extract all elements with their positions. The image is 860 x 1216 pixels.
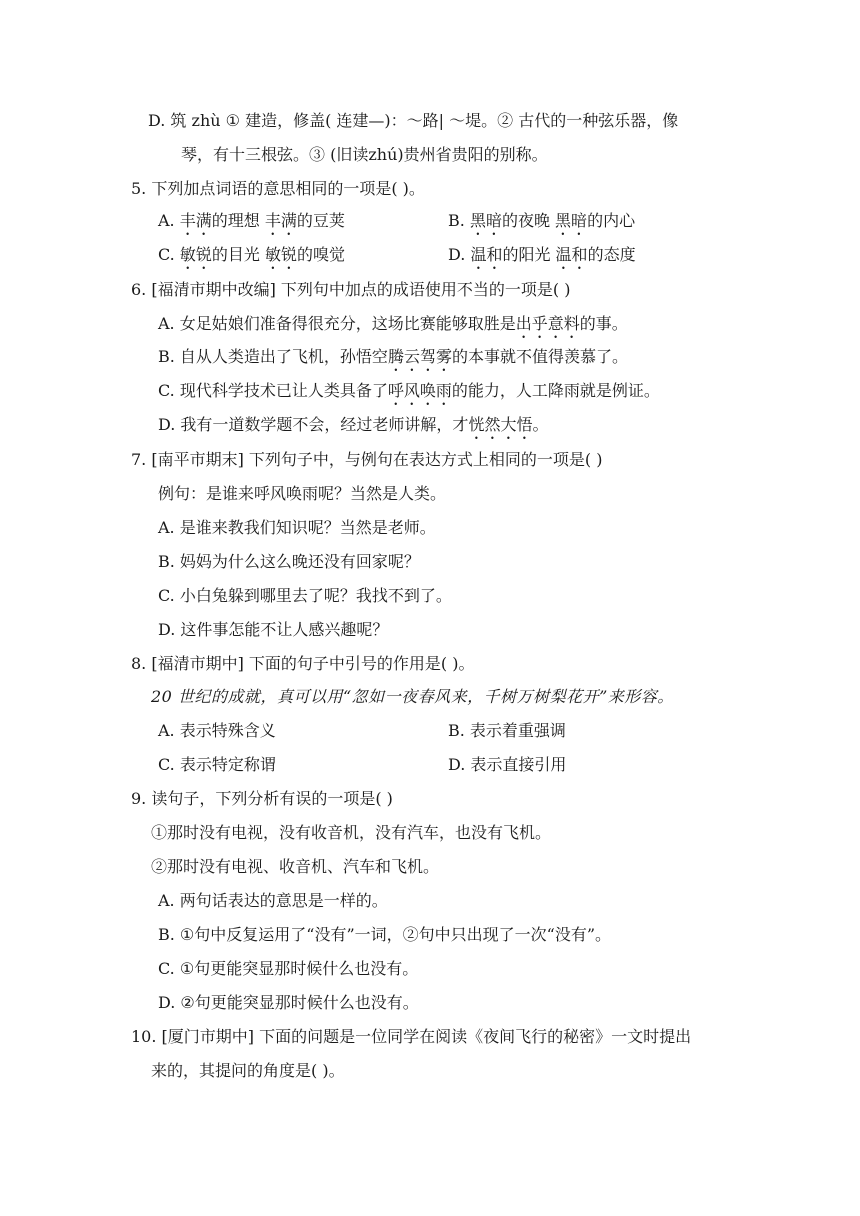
question-7-example: 例句：是谁来呼风唤雨呢？当然是人类。 [158, 484, 447, 503]
option-label: B. [448, 211, 470, 230]
question-8-option-b: B. 表示着重强调 [448, 721, 566, 740]
question-10-stem-line2: 来的，其提问的角度是( )。 [151, 1061, 345, 1080]
question-8-option-a: A. 表示特殊含义 [158, 721, 276, 740]
question-9-option-b: B. ①句中反复运用了“没有”一词，②句中只出现了一次“没有”。 [158, 925, 611, 944]
option-text: 的阳光 [502, 245, 556, 264]
dotted-word: 敏锐 [179, 245, 212, 264]
question-9-sentence-1: ①那时没有电视，没有收音机，没有汽车，也没有飞机。 [151, 823, 552, 842]
option-text: 的理想 [211, 211, 265, 230]
dotted-word: 黑暗 [555, 211, 588, 230]
option-label: D. [448, 245, 471, 264]
dotted-word: 温和 [555, 245, 588, 264]
option-text: D. 我有一道数学题不会，经过老师讲解，才 [158, 415, 469, 434]
dotted-word: 丰满 [264, 211, 297, 230]
option-text: C. 现代科学技术已让人类具备了 [158, 381, 388, 400]
question-9-option-c: C. ①句更能突显那时候什么也没有。 [158, 959, 419, 978]
question-9-option-a: A. 两句话表达的意思是一样的。 [158, 891, 388, 910]
option-text: 。 [532, 415, 549, 434]
question-8-option-d: D. 表示直接引用 [448, 755, 567, 774]
option-label: A. [158, 211, 180, 230]
question-8-quoted-sentence: 20 世纪的成就，真可以用“忽如一夜春风来，千树万树梨花开”来形容。 [151, 687, 674, 706]
dotted-word: 丰满 [179, 211, 212, 230]
question-6-option-b [158, 346, 628, 368]
option-text: 的本事就不值得羡慕了。 [451, 347, 628, 366]
dotted-idiom: 恍然大悟 [468, 415, 533, 434]
option-text: 的豆荚 [296, 211, 345, 230]
option-label: C. [158, 245, 180, 264]
question-6-option-d [158, 414, 548, 436]
option-text: 的目光 [211, 245, 265, 264]
option-text: 的态度 [587, 245, 636, 264]
question-5-stem: 5. 下列加点词语的意思相同的一项是( )。 [131, 179, 425, 198]
dotted-word: 温和 [470, 245, 503, 264]
option-text: 的内心 [587, 211, 636, 230]
option-text: 的事。 [579, 314, 628, 333]
question-7-option-d: D. 这件事怎能不让人感兴趣呢？ [158, 620, 389, 639]
question-8-option-c: C. 表示特定称谓 [158, 755, 276, 774]
option-text: B. 自从人类造出了飞机，孙悟空 [158, 347, 388, 366]
question-7-option-c: C. 小白兔躲到哪里去了呢？我找不到了。 [158, 586, 452, 605]
question-6-option-c [158, 380, 660, 402]
dotted-word: 黑暗 [469, 211, 502, 230]
question-8-stem: 8. [福清市期中] 下面的句子中引号的作用是( )。 [131, 654, 475, 673]
question-9-option-d: D. ②句更能突显那时候什么也没有。 [158, 993, 419, 1012]
question-9-sentence-2: ②那时没有电视、收音机、汽车和飞机。 [151, 857, 440, 876]
question-6-stem: 6. [福清市期中改编] 下列句中加点的成语使用不当的一项是( ) [131, 280, 571, 299]
question-5-option-a [158, 210, 345, 232]
option-d-definition-line1: D. 筑 zhù ① 建造，修盖( 连建—)：～路| ～堤。② 古代的一种弦乐器，像 [148, 111, 679, 130]
option-text: 的嗅觉 [296, 245, 345, 264]
question-9-stem: 9. 读句子，下列分析有误的一项是( ) [131, 789, 393, 808]
question-6-option-a [158, 313, 628, 335]
dotted-idiom: 呼风唤雨 [387, 381, 452, 400]
question-5-option-c [158, 244, 345, 266]
question-7-option-a: A. 是谁来教我们知识呢？当然是老师。 [158, 518, 436, 537]
dotted-idiom: 出乎意料 [515, 314, 580, 333]
dotted-word: 敏锐 [264, 245, 297, 264]
dotted-idiom: 腾云驾雾 [387, 347, 452, 366]
option-text: 的能力，人工降雨就是例证。 [451, 381, 660, 400]
option-text: 的夜晚 [501, 211, 556, 230]
question-5-option-d [448, 244, 636, 266]
question-7-stem: 7. [南平市期末] 下列句子中，与例句在表达方式上相同的一项是( ) [131, 450, 603, 469]
option-text: A. 女足姑娘们准备得很充分，这场比赛能够取胜是 [158, 314, 516, 333]
option-d-definition-line2: 琴，有十三根弦。③ (旧读zhú)贵州省贵阳的别称。 [181, 145, 548, 164]
question-10-stem-line1: 10. [厦门市期中] 下面的问题是一位同学在阅读《夜间飞行的秘密》一文时提出 [131, 1027, 692, 1046]
question-5-option-b [448, 210, 635, 232]
question-7-option-b: B. 妈妈为什么这么晚还没有回家呢？ [158, 552, 420, 571]
